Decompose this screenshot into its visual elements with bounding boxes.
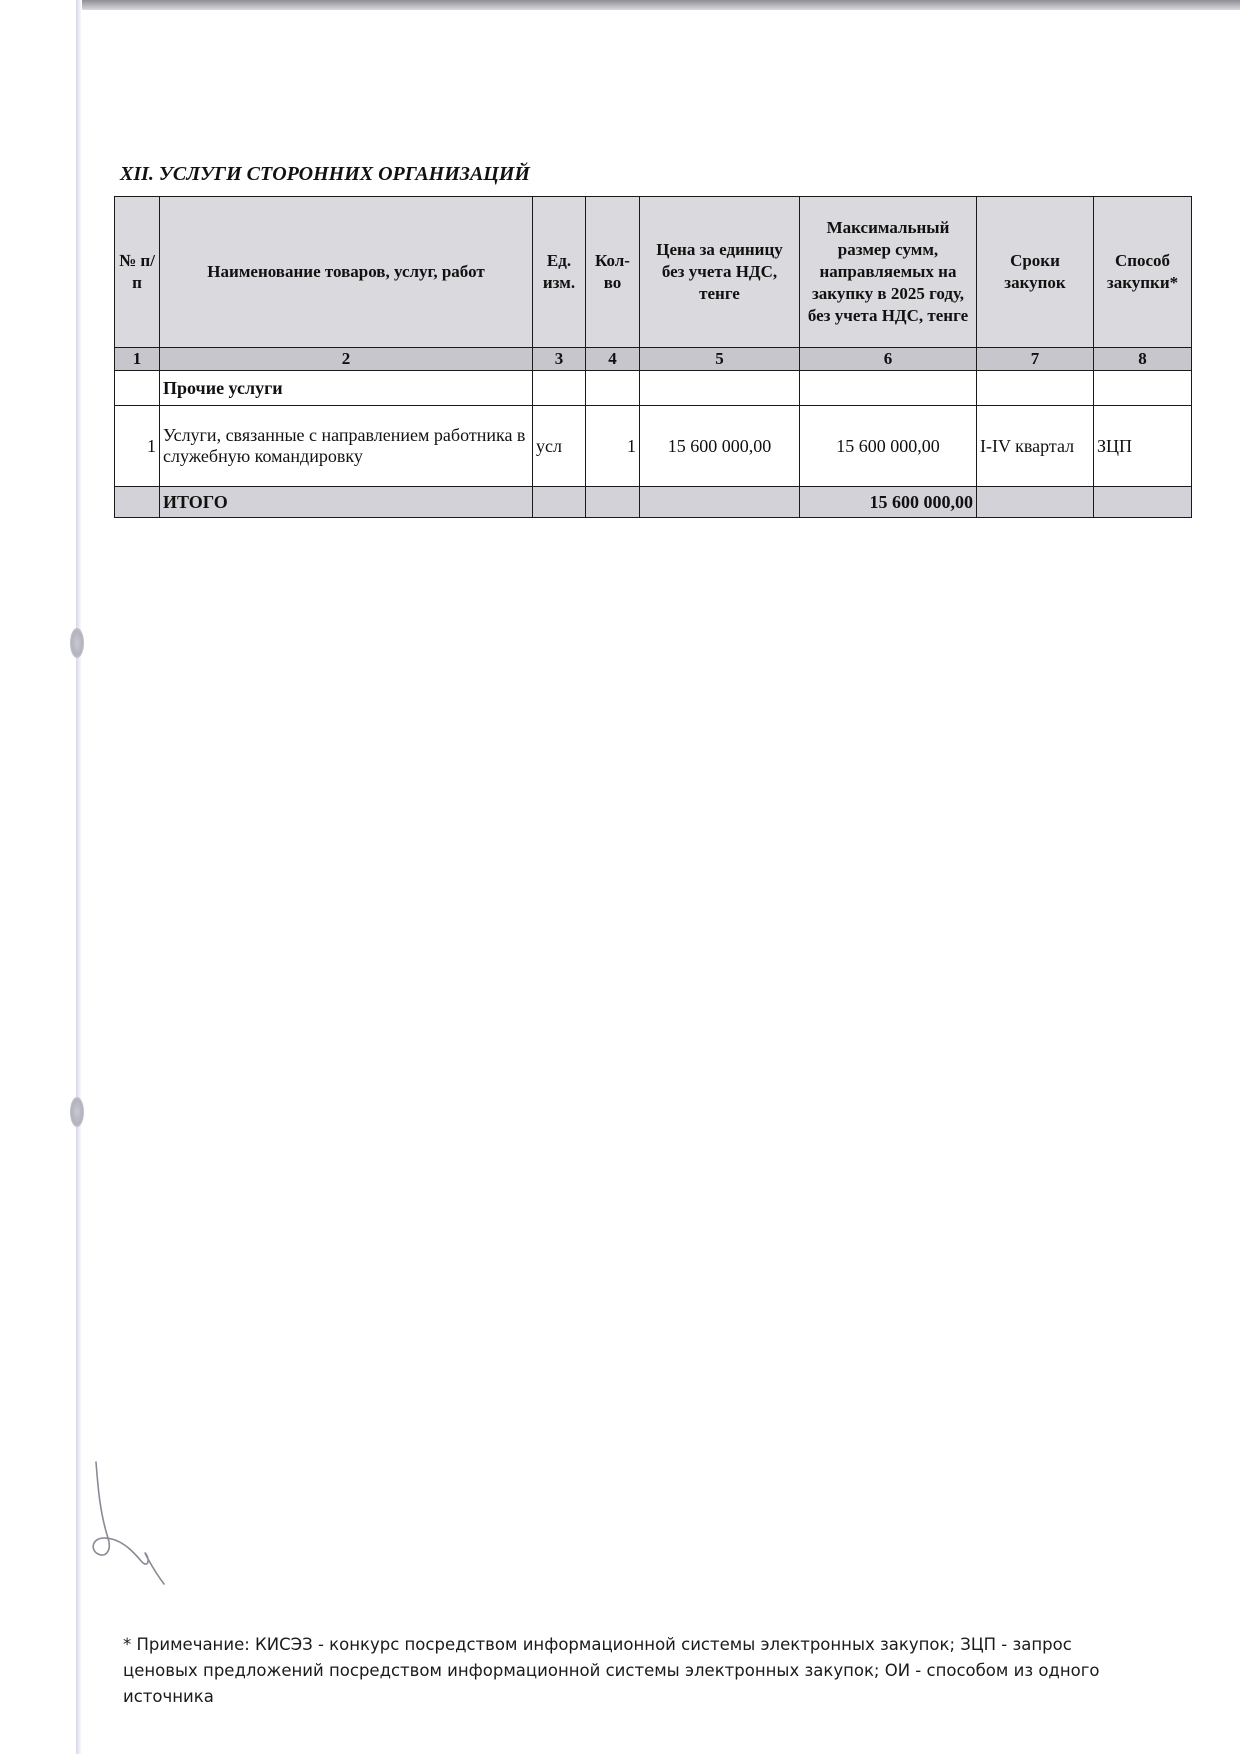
header-cell-max-sum: Максимальный размер сумм, направляемых на закупку в 2025 году, без учета НДС, тенге xyxy=(800,197,977,348)
signature-icon xyxy=(86,1458,176,1588)
row-name: Услуги, связанные с направлением работника в служебную командировку xyxy=(160,406,533,487)
scan-left-margin xyxy=(0,0,78,1754)
column-number: 3 xyxy=(533,348,586,371)
row-max-sum: 15 600 000,00 xyxy=(800,406,977,487)
header-cell-number: № п/п xyxy=(115,197,160,348)
punch-hole-icon xyxy=(70,628,84,658)
header-cell-quantity: Кол-во xyxy=(586,197,640,348)
group-cell-empty xyxy=(640,371,800,406)
total-label: ИТОГО xyxy=(160,487,533,518)
row-unit: усл xyxy=(533,406,586,487)
group-cell-empty xyxy=(533,371,586,406)
section-title: XII. УСЛУГИ СТОРОННИХ ОРГАНИЗАЦИЙ xyxy=(120,163,530,185)
column-number: 4 xyxy=(586,348,640,371)
table-row xyxy=(115,406,1192,487)
scan-top-edge xyxy=(78,0,1240,10)
table-header-row xyxy=(115,197,1192,348)
group-row xyxy=(115,371,1192,406)
total-sum: 15 600 000,00 xyxy=(800,487,977,518)
punch-hole-icon xyxy=(70,1097,84,1127)
row-terms: I-IV квартал xyxy=(977,406,1094,487)
total-cell-empty xyxy=(115,487,160,518)
column-number: 6 xyxy=(800,348,977,371)
header-cell-method: Способ закупки* xyxy=(1094,197,1192,348)
column-number-row xyxy=(115,348,1192,371)
group-cell-empty xyxy=(1094,371,1192,406)
total-cell-empty xyxy=(640,487,800,518)
row-quantity: 1 xyxy=(586,406,640,487)
group-cell-empty xyxy=(115,371,160,406)
scan-binding-crease xyxy=(76,0,82,1754)
header-cell-name: Наименование товаров, услуг, работ xyxy=(160,197,533,348)
column-number: 5 xyxy=(640,348,800,371)
column-number: 1 xyxy=(115,348,160,371)
column-number: 8 xyxy=(1094,348,1192,371)
total-cell-empty xyxy=(1094,487,1192,518)
purchase-table xyxy=(114,196,1192,518)
header-cell-terms: Сроки закупок xyxy=(977,197,1094,348)
total-row xyxy=(115,487,1192,518)
header-cell-unit: Ед. изм. xyxy=(533,197,586,348)
row-method: ЗЦП xyxy=(1094,406,1192,487)
column-number: 7 xyxy=(977,348,1094,371)
row-unit-price: 15 600 000,00 xyxy=(640,406,800,487)
group-cell-empty xyxy=(800,371,977,406)
row-number: 1 xyxy=(115,406,160,487)
group-cell-empty xyxy=(977,371,1094,406)
group-label: Прочие услуги xyxy=(160,371,533,406)
total-cell-empty xyxy=(977,487,1094,518)
footnote: * Примечание: КИСЭЗ - конкурс посредством информационной системы электронных закупок; ЗЦП - запрос ценовых предложений посредством информационной системы электронных закупок; ОИ - способом из одного источника xyxy=(123,1635,1100,1706)
group-cell-empty xyxy=(586,371,640,406)
total-cell-empty xyxy=(586,487,640,518)
column-number: 2 xyxy=(160,348,533,371)
total-cell-empty xyxy=(533,487,586,518)
header-cell-unit-price: Цена за единицу без учета НДС, тенге xyxy=(640,197,800,348)
